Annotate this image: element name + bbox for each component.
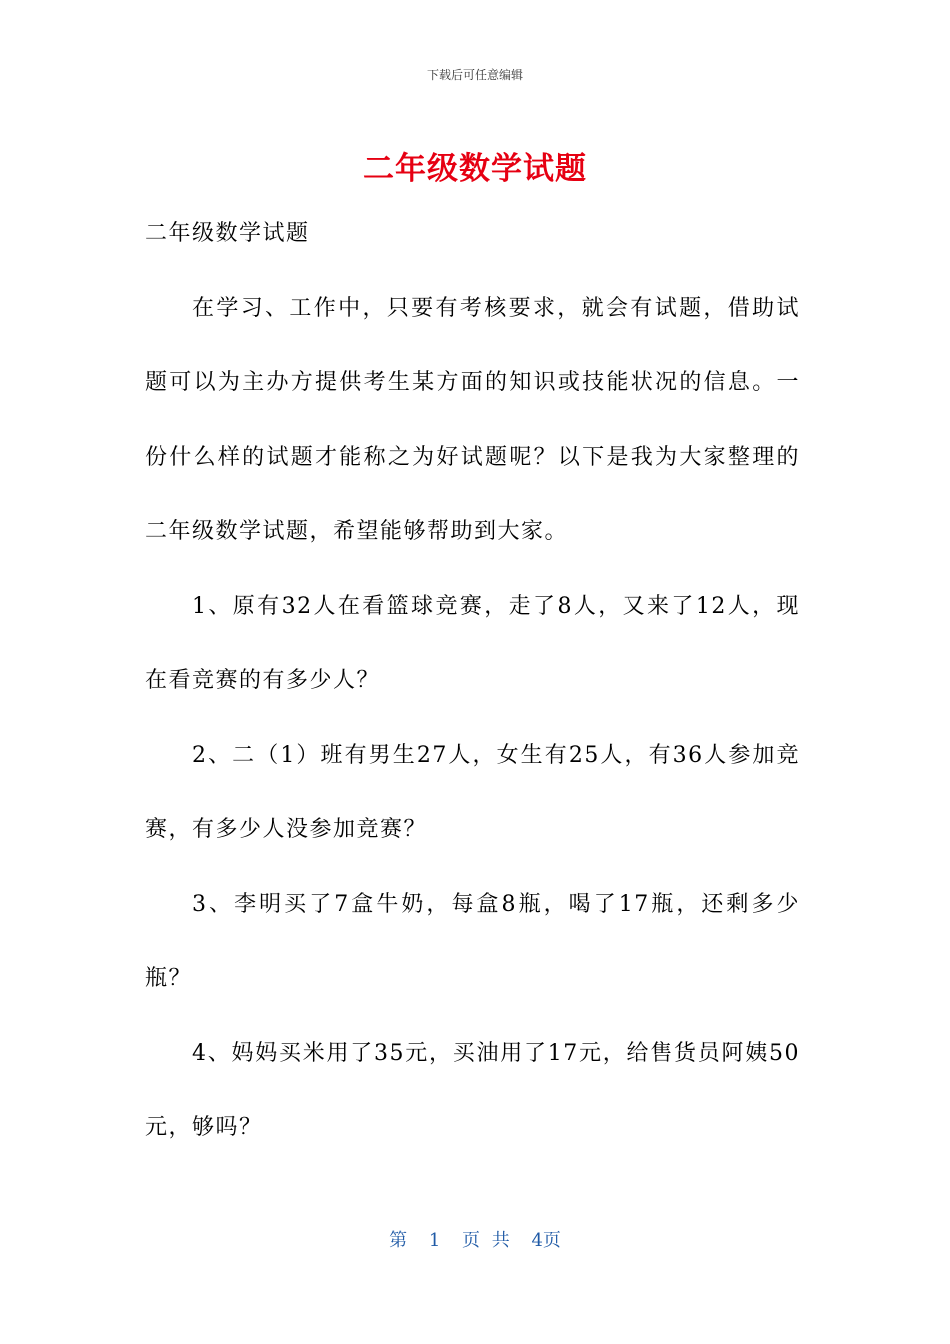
footer-page-label: 第 <box>389 1230 408 1251</box>
question-4: 4、妈妈买米用了35元，买油用了17元，给售货员阿姨50元，够吗？ <box>145 1040 800 1140</box>
page-footer <box>0 1226 950 1252</box>
question-3: 3、李明买了7盒牛奶，每盒8瓶，喝了17瓶，还剩多少瓶？ <box>145 891 800 991</box>
document-title: 二年级数学试题 <box>363 151 587 187</box>
footer-total-pages: 4页 <box>531 1230 561 1251</box>
footer-current-page: 1 <box>428 1230 441 1251</box>
document-body <box>145 197 800 1166</box>
question-2: 2、二（1）班有男生27人，女生有25人，有36人参加竞赛，有多少人没参加竞赛？ <box>145 742 800 842</box>
question-1: 1、原有32人在看篮球竞赛，走了8人，又来了12人，现在看竞赛的有多少人？ <box>145 593 800 693</box>
page-header-note: 下载后可任意编辑 <box>426 68 523 82</box>
intro-paragraph: 在学习、工作中，只要有考核要求，就会有试题，借助试题可以为主办方提供考生某方面的知识或技能状况的信息。一份什么样的试题才能称之为好试题呢？以下是我为大家整理的二年级数学试题，希望能够帮助到大家。 <box>145 295 800 544</box>
footer-of-label: 页 共 <box>462 1230 510 1251</box>
document-subtitle: 二年级数学试题 <box>145 221 310 246</box>
